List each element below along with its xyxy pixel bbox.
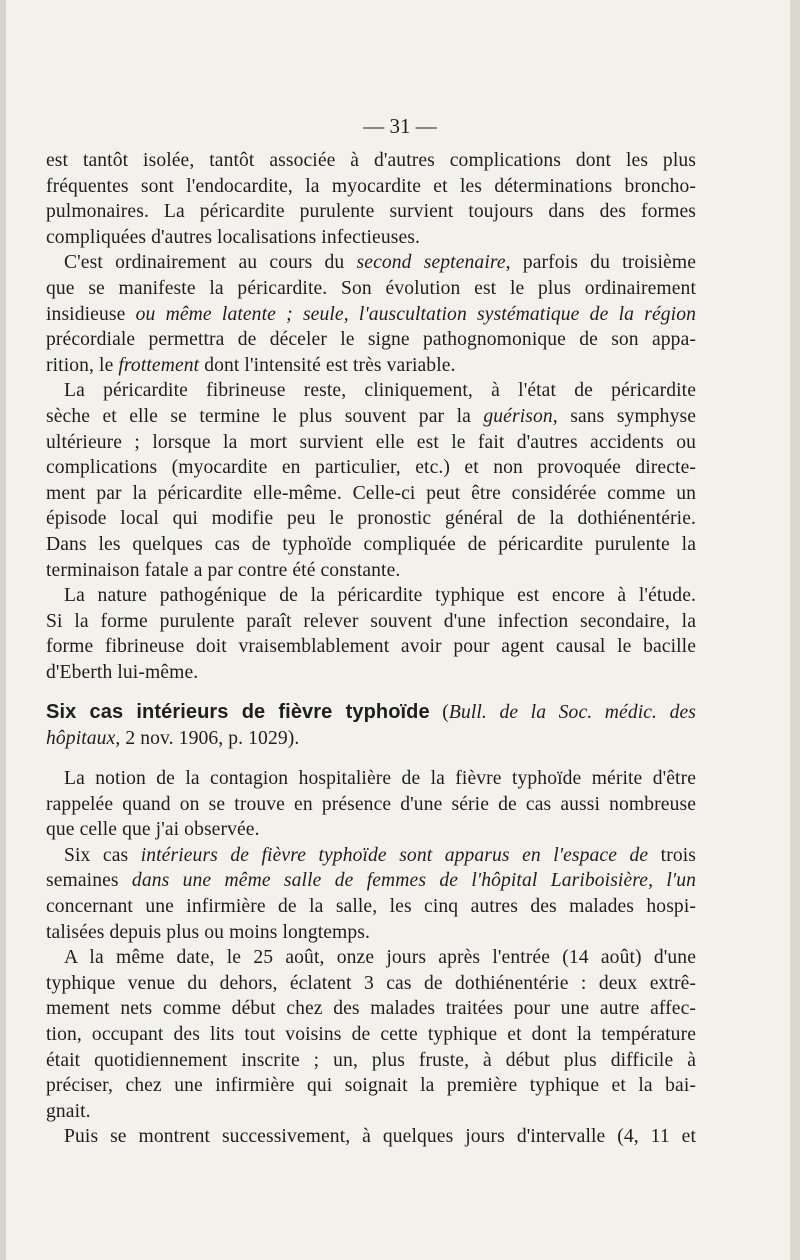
text-segment: dont l'intensité est très variable. <box>199 354 456 376</box>
text-line <box>46 843 696 869</box>
italic-text: ou même latente ; seule, l'auscultation systématique de la région <box>125 303 696 325</box>
italic-text: guérison <box>483 405 553 427</box>
text-line: compliquées d'autres localisations infectieuses. <box>46 226 420 248</box>
text-line: A la même date, le 25 août, onze jours après l'entrée (14 août) d'une <box>64 947 696 969</box>
body-text-section <box>46 766 696 1150</box>
text-line: que se manifeste la péricardite. Son évolution est le plus ordinairement <box>46 277 696 299</box>
text-line <box>46 353 696 379</box>
text-line <box>46 302 696 328</box>
section-ref-open: ( <box>429 702 449 723</box>
text-line <box>46 868 696 894</box>
text-segment: C'est ordinairement au cours du <box>64 252 357 274</box>
text-line: complications (myocardite en particulier, etc.) et non provoquée directe- <box>46 457 696 479</box>
section-ref-journal-2: hôpitaux <box>46 727 116 749</box>
italic-text: dans une même salle de femmes de l'hôpital Lariboisière, l'un <box>118 870 696 892</box>
text-line: La péricardite fibrineuse reste, cliniquement, à l'état de péricardite <box>64 380 696 402</box>
text-line: épisode local qui modifie peu le pronostic général de la dothiénentérie. <box>46 508 696 530</box>
text-line: talisées depuis plus ou moins longtemps. <box>46 921 371 943</box>
text-segment: sèche et elle se termine le plus souvent par la <box>46 405 484 427</box>
text-line: Dans les quelques cas de typhoïde compliquée de péricardite purulente la <box>46 533 696 555</box>
text-line: terminaison fatale a par contre été constante. <box>46 559 401 581</box>
section-title: Six cas intérieurs de fièvre typhoïde <box>46 701 430 723</box>
body-text-intro <box>46 148 696 685</box>
section-ref-journal: Bull. de la Soc. médic. des <box>448 702 696 723</box>
text-line: rappelée quand on se trouve en présence d'une série de cas aussi nombreuse <box>46 793 696 815</box>
text-line: gnait. <box>46 1100 91 1122</box>
page-number: — 31 — <box>363 114 437 138</box>
text-line: Si la forme purulente paraît relever souvent d'une infection secondaire, la <box>46 610 696 632</box>
text-line: La nature pathogénique de la péricardite typhique est encore à l'étude. <box>64 585 696 607</box>
section-heading-line-1 <box>46 700 696 726</box>
text-segment: rition, le <box>46 354 119 376</box>
scan-edge-left <box>0 0 6 1260</box>
text-segment: insidieuse <box>46 303 126 325</box>
text-segment: semaines <box>46 870 119 892</box>
text-line: était quotidiennement inscrite ; un, plus fruste, à début plus difficile à <box>46 1049 696 1071</box>
text-segment: , sans symphyse <box>552 405 696 427</box>
text-line: précordiale permettra de déceler le signe pathognomonique de son appa- <box>46 329 696 351</box>
text-line: ment par la péricardite elle-même. Celle-ci peut être considérée comme un <box>46 482 696 504</box>
text-line: forme fibrineuse doit vraisemblablement avoir pour agent causal le bacille <box>46 636 696 658</box>
text-line: que celle que j'ai observée. <box>46 819 260 841</box>
text-segment: trois <box>660 844 696 866</box>
text-line: préciser, chez une infirmière qui soignait la première typhique et la bai- <box>46 1075 696 1097</box>
section-heading <box>46 700 696 751</box>
text-line: tion, occupant des lits tout voisins de cette typhique et dont la température <box>46 1023 696 1045</box>
text-line: est tantôt isolée, tantôt associée à d'autres complications dont les plus <box>46 150 696 171</box>
text-line <box>46 250 696 276</box>
text-line: ultérieure ; lorsque la mort survient elle est le fait d'autres accidents ou <box>46 431 696 453</box>
text-line <box>46 404 696 430</box>
text-line: Puis se montrent successivement, à quelques jours d'intervalle (4, 11 et <box>64 1126 696 1148</box>
text-line: pulmonaires. La péricardite purulente survient toujours dans des formes <box>46 201 696 223</box>
text-segment: Six cas <box>64 844 129 866</box>
scan-edge-right <box>790 0 800 1260</box>
italic-text: frottement <box>118 354 200 376</box>
text-line: d'Eberth lui-même. <box>46 661 199 683</box>
section-heading-line-2 <box>46 726 696 752</box>
section-ref-rest: , 2 nov. 1906, p. 1029). <box>115 727 300 749</box>
italic-text: intérieurs de fièvre typhoïde sont apparus en l'espace de <box>128 844 661 866</box>
text-segment: , parfois du troisième <box>505 252 696 274</box>
text-line: typhique venue du dehors, éclatent 3 cas de dothiénentérie : deux extrê- <box>46 972 696 994</box>
text-line: mement nets comme début chez des malades traitées pour une autre affec- <box>46 998 696 1020</box>
text-line: fréquentes sont l'endocardite, la myocardite et les déterminations broncho- <box>46 175 696 197</box>
text-line: concernant une infirmière de la salle, les cinq autres des malades hospi- <box>46 895 696 917</box>
text-line: La notion de la contagion hospitalière de la fièvre typhoïde mérite d'être <box>64 768 696 789</box>
italic-text: second septenaire <box>356 252 506 274</box>
